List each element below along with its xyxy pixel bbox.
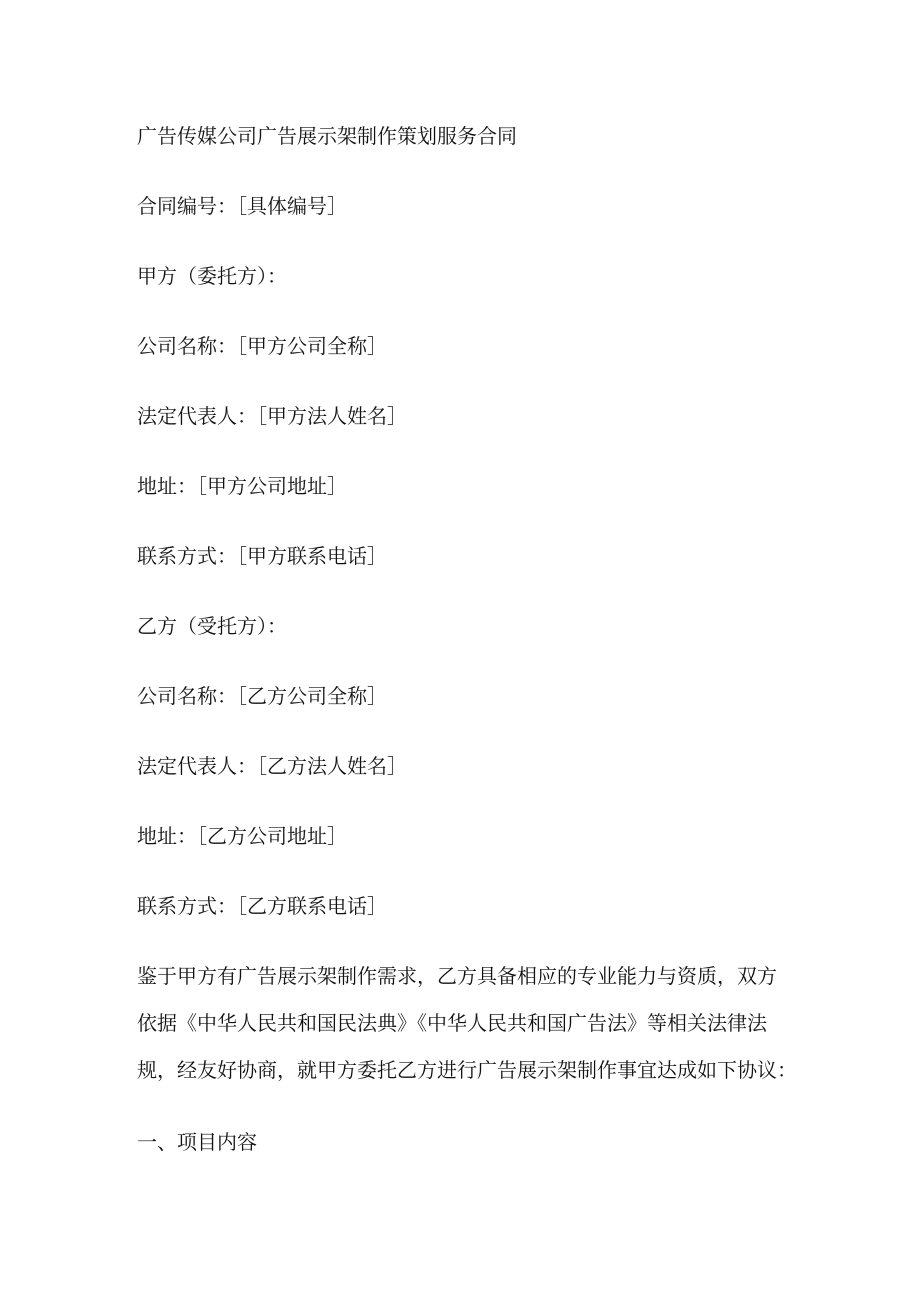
party-b-heading: 乙方（受托方）： xyxy=(137,614,287,638)
party-a-address: 地址：［甲方公司地址］ xyxy=(137,474,347,498)
document-title: 广告传媒公司广告展示架制作策划服务合同 xyxy=(137,124,517,148)
party-b-contact: 联系方式：［乙方联系电话］ xyxy=(137,894,387,918)
party-a-company-name: 公司名称：［甲方公司全称］ xyxy=(137,334,387,358)
preamble-line: 规，经友好协商，就甲方委托乙方进行广告展示架制作事宜达成如下协议： xyxy=(137,1058,797,1082)
party-a-contact: 联系方式：［甲方联系电话］ xyxy=(137,544,387,568)
preamble-paragraph xyxy=(137,964,809,1105)
party-b-address: 地址：［乙方公司地址］ xyxy=(137,824,347,848)
section-heading: 一、项目内容 xyxy=(137,1130,257,1154)
party-a-legal-rep: 法定代表人：［甲方法人姓名］ xyxy=(137,404,407,428)
party-b-legal-rep: 法定代表人：［乙方法人姓名］ xyxy=(137,754,407,778)
contract-number: 合同编号：［具体编号］ xyxy=(137,194,347,218)
preamble-line: 依据《中华人民共和国民法典》《中华人民共和国广告法》等相关法律法 xyxy=(137,1011,767,1035)
party-a-heading: 甲方（委托方）： xyxy=(137,264,287,288)
party-b-company-name: 公司名称：［乙方公司全称］ xyxy=(137,684,387,708)
preamble-line: 鉴于甲方有广告展示架制作需求，乙方具备相应的专业能力与资质，双方 xyxy=(137,964,777,988)
